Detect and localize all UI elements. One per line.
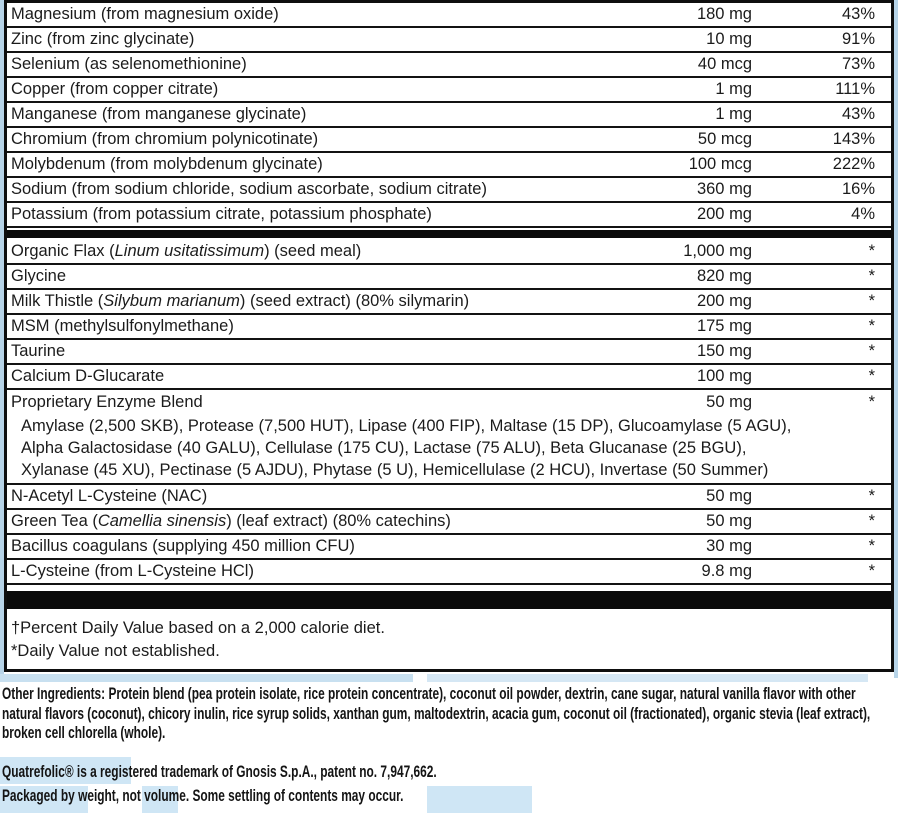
other-ingredients-text: Protein blend (pea protein isolate, rice protein concentrate), coconut oil powder, dextrin, cane sugar, natural vanilla flavor with other natural flavors (coconut), chicory inulin, rice syrup solids, xanthan gum, maltodextrin, acacia gum, coconut oil (fractionated), organic stevia (leaf extract), broken cell chlorella (whole). [2,684,871,742]
nutrient-row [7,290,891,315]
nutrient-name: Calcium D-Glucarate [11,367,165,385]
nutrient-daily-value: * [868,562,875,580]
nutrient-amount: 820 mg [696,267,752,285]
nutrient-name: MSM (methylsulfonylmethane) [11,317,234,335]
nutrient-amount: 30 mg [706,537,752,555]
nutrient-name: Sodium (from sodium chloride, sodium ascorbate, sodium citrate) [11,180,487,198]
nutrient-row [7,390,891,415]
nutrient-amount: 50 mg [706,512,752,530]
nutrient-row [7,265,891,290]
nutrient-daily-value: 43% [841,105,875,123]
nutrient-daily-value: * [868,512,875,530]
section-divider-bar [7,591,891,609]
nutrient-row [7,365,891,390]
nutrient-daily-value: * [868,487,875,505]
nutrient-name: Bacillus coagulans (supplying 450 million CFU) [11,537,355,555]
nutrient-name: Magnesium (from magnesium oxide) [11,5,279,23]
nutrient-name: L-Cysteine (from L-Cysteine HCl) [11,562,254,580]
nutrient-name: Glycine [11,267,67,285]
other-ingredients-paragraph [2,684,882,743]
nutrient-name: Chromium (from chromium polynicotinate) [11,130,319,148]
nutrient-name: Milk Thistle (Silybum marianum) (seed extract) (80% silymarin) [11,292,470,310]
nutrient-daily-value: * [868,292,875,310]
nutrient-name: Molybdenum (from molybdenum glycinate) [11,155,323,173]
nutrient-daily-value: * [868,393,875,411]
enzyme-blend-detail [7,415,891,485]
nutrient-amount: 200 mg [696,205,752,223]
enzyme-blend-line: Amylase (2,500 SKB), Protease (7,500 HUT), Lipase (400 FIP), Maltase (15 DP), Glucoamylase (5 AGU), [21,417,792,435]
nutrient-daily-value: 73% [841,55,875,73]
footnote-dv-not-established: *Daily Value not established. [11,642,220,660]
nutrient-name: Green Tea (Camellia sinensis) (leaf extract) (80% catechins) [11,512,451,530]
nutrient-daily-value: * [868,537,875,555]
nutrient-daily-value: * [868,342,875,360]
nutrient-daily-value: * [868,317,875,335]
nutrient-daily-value: * [868,367,875,385]
nutrient-amount: 150 mg [696,342,752,360]
nutrient-row [7,3,891,28]
nutrient-row [7,53,891,78]
nutrient-daily-value: 4% [851,205,875,223]
nutrient-name: Organic Flax (Linum usitatissimum) (seed meal) [11,242,362,260]
cropped-row-remnant [7,0,891,3]
nutrient-amount: 50 mg [706,487,752,505]
nutrient-name: Zinc (from zinc glycinate) [11,30,195,48]
nutrient-amount: 40 mcg [697,55,752,73]
supplement-facts-panel [4,0,894,672]
nutrient-daily-value: * [868,242,875,260]
nutrient-amount: 1,000 mg [683,242,752,260]
nutrient-row [7,315,891,340]
nutrient-name: Potassium (from potassium citrate, potassium phosphate) [11,205,432,223]
nutrient-row [7,510,891,535]
nutrient-amount: 175 mg [696,317,752,335]
nutrient-row [7,178,891,203]
nutrient-amount: 1 mg [715,80,752,98]
nutrient-rows [7,3,891,609]
nutrient-row [7,485,891,510]
trademark-line: Quatrefolic® is a registered trademark of Gnosis S.p.A., patent no. 7,947,662. [2,761,437,781]
nutrient-name: N-Acetyl L-Cysteine (NAC) [11,487,208,505]
nutrient-amount: 1 mg [715,105,752,123]
nutrient-row [7,535,891,560]
enzyme-blend-line: Xylanase (45 XU), Pectinase (5 AJDU), Phytase (5 U), Hemicellulase (2 HCU), Invertase (50 Summer) [21,461,769,479]
nutrient-row [7,203,891,228]
nutrient-amount: 360 mg [696,180,752,198]
nutrient-amount: 50 mg [706,393,752,411]
nutrient-row [7,560,891,585]
nutrient-name: Taurine [11,342,66,360]
packaging-line: Packaged by weight, not volume. Some settling of contents may occur. [2,786,404,805]
nutrient-amount: 10 mg [706,30,752,48]
nutrient-name: Manganese (from manganese glycinate) [11,105,307,123]
section-divider-bar [7,230,891,238]
nutrient-row [7,78,891,103]
nutrient-amount: 50 mcg [697,130,752,148]
nutrient-daily-value: 16% [841,180,875,198]
nutrient-daily-value: 91% [841,30,875,48]
nutrient-amount: 200 mg [696,292,752,310]
nutrient-daily-value: 43% [841,5,875,23]
nutrient-daily-value: 111% [835,80,875,98]
nutrient-amount: 100 mg [696,367,752,385]
nutrient-daily-value: 143% [832,130,875,148]
footnotes [7,617,891,663]
panel-edge-right [894,0,898,678]
bottom-text-block [2,684,898,806]
other-ingredients-label: Other Ingredients: [2,684,106,703]
nutrient-amount: 100 mcg [688,155,752,173]
nutrient-name: Proprietary Enzyme Blend [11,393,203,411]
blue-band-right [427,674,868,682]
blue-band-left [0,674,413,682]
nutrient-row [7,240,891,265]
nutrient-row [7,153,891,178]
nutrient-daily-value: 222% [832,155,875,173]
nutrient-row [7,128,891,153]
footnote-percent-dv: †Percent Daily Value based on a 2,000 calorie diet. [11,619,385,637]
nutrient-name: Copper (from copper citrate) [11,80,219,98]
enzyme-blend-line: Alpha Galactosidase (40 GALU), Cellulase (175 CU), Lactase (75 ALU), Beta Glucanase (25 BGU), [21,439,747,457]
nutrient-amount: 180 mg [696,5,752,23]
nutrient-daily-value: * [868,267,875,285]
nutrient-name: Selenium (as selenomethionine) [11,55,247,73]
nutrient-row [7,103,891,128]
nutrient-row [7,28,891,53]
nutrient-amount: 9.8 mg [701,562,752,580]
nutrient-row [7,340,891,365]
